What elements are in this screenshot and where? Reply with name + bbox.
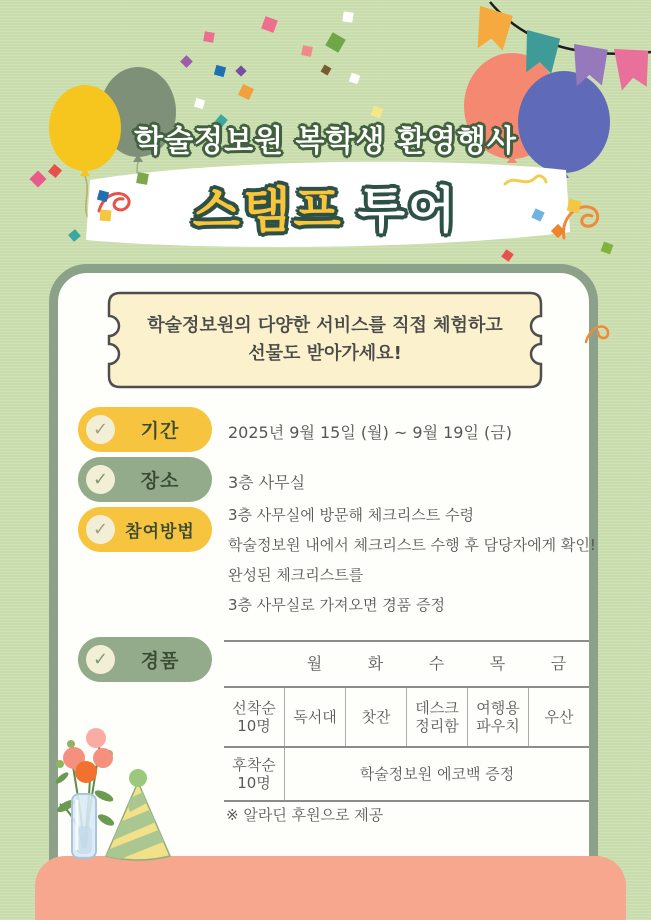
confetti-piece [235,65,246,76]
check-circle-icon: ✓ [86,465,115,494]
small-orange-streamer-icon [582,318,612,348]
title-part2: 투어 [357,182,459,239]
day-header: 금 [550,654,567,674]
event-subtitle: 학술정보원 복학생 환영행사 [134,124,517,159]
day-header: 월 [306,654,323,674]
section-pill-method [78,507,212,552]
prize-table [224,640,589,802]
prize-cell: 우산 [528,688,589,746]
bunting-flags-icon [470,0,651,110]
event-title [0,172,651,242]
method-line: 완성된 체크리스트를 [228,566,364,584]
section-pill-place [78,457,212,502]
section-label-place: 장소 [140,470,180,492]
prize-table-corner-cell [224,642,284,686]
check-circle-icon: ✓ [86,515,115,544]
method-line: 3층 사무실로 가져오면 경품 증정 [228,596,445,614]
confetti-piece [349,73,361,85]
day-header: 수 [428,654,445,674]
confetti-piece [214,65,226,77]
confetti-piece [203,31,215,43]
method-line: 3층 사무실에 방문해 체크리스트 수령 [228,506,474,524]
confetti-piece [238,84,254,100]
intro-line2: 선물도 받아가세요! [248,343,402,364]
check-circle-icon: ✓ [86,415,115,444]
day-header: 목 [489,654,506,674]
prize-table-row-second [224,748,589,802]
confetti-piece [194,98,205,109]
method-lines [228,505,596,625]
confetti-piece [325,32,345,52]
check-circle-icon: ✓ [86,645,115,674]
confetti-piece [301,45,313,57]
intro-line1: 학술정보원의 다양한 서비스를 직접 체험하고 [147,315,503,337]
prize-cell: 독서대 [284,688,345,746]
prize-table-header-row [224,640,589,688]
row-label: 후착순 10명 [232,756,276,792]
intro-text [106,290,544,390]
confetti-piece [342,11,353,22]
prize-cell: 데스크 정리함 [406,688,467,746]
prize-cell: 찻잔 [345,688,406,746]
confetti-piece [261,16,278,33]
day-header: 화 [367,654,384,674]
confetti-piece [601,242,614,255]
sponsor-note: ※ 알라딘 후원으로 제공 [226,806,384,824]
prize-cell-merged: 학술정보원 에코백 증정 [284,748,589,800]
title-part1: 스탬프 [192,182,344,239]
section-label-method: 참여방법 [125,522,195,542]
section-pill-period [78,407,212,452]
period-value: 2025년 9월 15일 (월) ~ 9월 19일 (금) [228,423,512,442]
method-line: 학술정보원 내에서 체크리스트 수행 후 담당자에게 확인! [228,536,596,554]
party-hat-icon [100,766,176,864]
section-label-prize: 경품 [140,650,180,672]
prize-table-row-first [224,688,589,748]
confetti-piece [321,65,332,76]
section-pill-prize [78,637,212,682]
prize-cell: 여행용 파우치 [467,688,528,746]
section-label-period: 기간 [140,420,180,442]
place-value: 3층 사무실 [228,473,306,492]
row-label: 선착순 10명 [232,699,276,735]
